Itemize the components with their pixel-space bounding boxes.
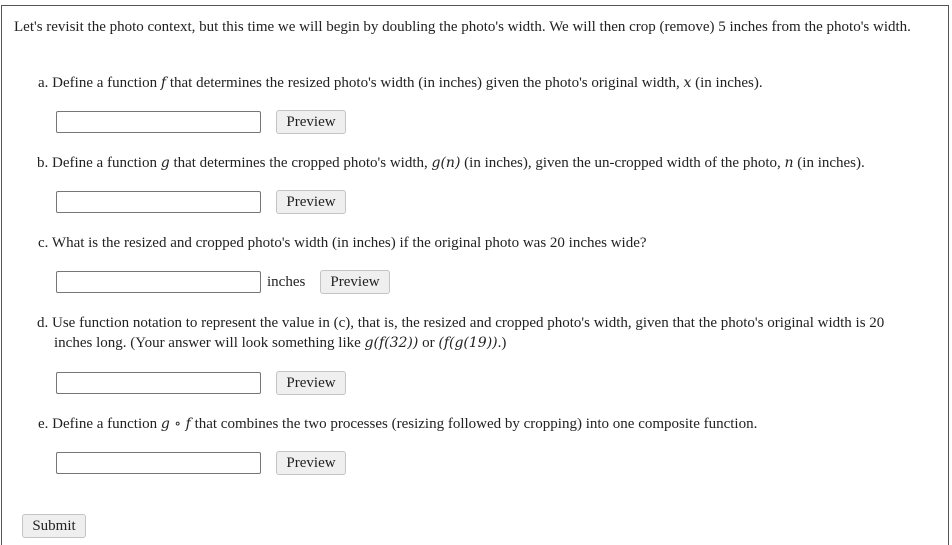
answer-b-input[interactable] [56,191,261,213]
question-b-text-2: that determines the cropped photo's width, [169,155,432,171]
math-g-compose-f: g ∘ f [160,416,191,432]
question-e [38,414,757,434]
question-b [37,153,865,173]
question-d-text-4: .) [497,335,507,351]
math-g-of-n: g(n) [431,155,461,171]
preview-a-button[interactable]: Preview [276,110,346,134]
question-c-label: c. [38,235,49,251]
question-d-text-2: inches long. (Your answer will look something like [54,335,365,351]
math-example-2: (f(g(19)) [438,335,498,351]
preview-d-button[interactable]: Preview [276,371,346,395]
question-a-label: a. [38,75,49,91]
question-d-line-2 [54,333,506,353]
answer-e-input[interactable] [56,452,261,474]
question-a [38,73,763,93]
math-g: g [160,155,170,171]
question-d-text-1: Use function notation to represent the value in (c), that is, the resized and cropped photo's width, given that the photo's original width is 20 [52,315,885,331]
math-x: x [683,75,692,91]
question-d-text-3: or [418,335,439,351]
units-label: inches [267,274,306,290]
question-d [37,313,932,333]
question-a-text-3: (in inches). [691,75,763,91]
intro-text: Let's revisit the photo context, but this time we will begin by doubling the photo's width. We will then crop (remove) 5 inches from the photo's width. [14,19,911,35]
math-n: n [784,155,794,171]
question-a-text-1: Define a function [52,75,161,91]
question-d-label: d. [37,315,49,331]
answer-c-input[interactable] [56,271,261,293]
question-e-text-1: Define a function [52,416,161,432]
math-example-1: g(f(32)) [364,335,419,351]
question-b-text-1: Define a function [52,155,161,171]
answer-a-input[interactable] [56,111,261,133]
question-a-text-2: that determines the resized photo's width (in inches) given the photo's original width, [166,75,684,91]
question-e-label: e. [38,416,49,432]
answer-d-input[interactable] [56,372,261,394]
preview-e-button[interactable]: Preview [276,451,346,475]
preview-c-button[interactable]: Preview [320,270,390,294]
question-c-text-1: What is the resized and cropped photo's width (in inches) if the original photo was 20 inches wide? [51,235,647,251]
question-frame [1,5,949,545]
submit-button[interactable]: Submit [22,514,86,538]
math-f: f [160,75,167,91]
question-e-text-2: that combines the two processes (resizing followed by cropping) into one composite function. [190,416,758,432]
question-b-label: b. [37,155,49,171]
question-b-text-4: (in inches). [793,155,865,171]
question-b-text-3: (in inches), given the un-cropped width of the photo, [460,155,785,171]
question-c [38,233,647,253]
preview-b-button[interactable]: Preview [276,190,346,214]
